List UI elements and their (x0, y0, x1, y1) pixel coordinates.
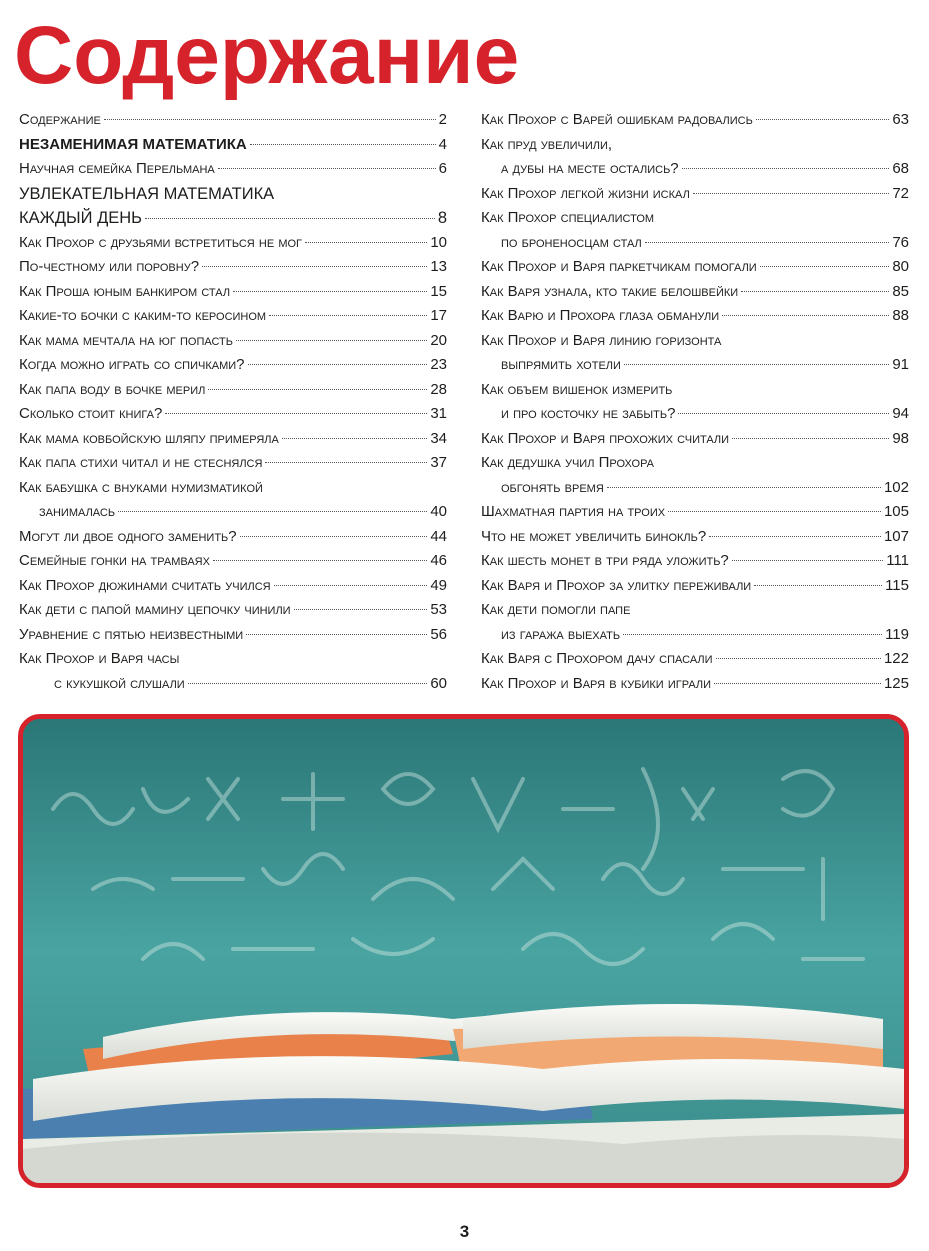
toc-dot-leader (716, 658, 881, 659)
toc-entry-page: 115 (885, 576, 909, 594)
toc-entry (19, 427, 447, 452)
toc-entry (19, 231, 447, 256)
toc-entry (19, 157, 447, 182)
toc-entry-title: Как папа воду в бочке мерил (19, 380, 206, 398)
toc-entry-page: 76 (892, 233, 909, 251)
toc-entry (481, 574, 909, 599)
toc-entry-title: Семейные гонки на трамваях (19, 552, 210, 569)
toc-entry-page: 10 (430, 233, 447, 251)
toc-entry (19, 304, 447, 329)
toc-entry-title: Когда можно играть со спичками? (19, 356, 245, 373)
toc-entry (481, 672, 909, 697)
toc-entry (481, 378, 909, 403)
toc-entry-title: Что не может увеличить бинокль? (481, 527, 707, 545)
toc-entry-page: 102 (883, 478, 909, 496)
toc-entry-page: 13 (430, 258, 447, 275)
toc-dot-leader (714, 683, 881, 684)
toc-dot-leader (732, 438, 889, 439)
toc-right-column (481, 108, 909, 696)
toc-entry-title: Как Прохор специалистом (481, 209, 655, 226)
toc-entry-page: 4 (438, 135, 447, 153)
toc-entry-page: 105 (883, 503, 909, 520)
toc-entry (19, 549, 447, 574)
toc-entry-page: 15 (430, 282, 447, 300)
toc-entry (481, 402, 909, 427)
toc-entry (19, 402, 447, 427)
toc-dot-leader (269, 315, 427, 316)
toc-entry (481, 280, 909, 305)
toc-entry-page: 44 (430, 527, 447, 545)
toc-entry-title: и про косточку не забыть? (501, 405, 676, 422)
toc-entry (481, 476, 909, 501)
toc-entry (481, 304, 909, 329)
toc-dot-leader (165, 413, 427, 414)
toc-entry (19, 574, 447, 599)
toc-entry-page: 17 (430, 307, 447, 324)
toc-entry (481, 329, 909, 354)
toc-entry-page: 40 (430, 503, 447, 520)
toc-entry-page: 8 (437, 209, 447, 227)
toc-dot-leader (240, 536, 428, 537)
toc-entry-title: Как объем вишенок измерить (481, 380, 673, 398)
toc-entry-title: Как бабушка с внуками нумизматикой (19, 478, 263, 496)
toc-dot-leader (682, 168, 890, 169)
toc-dot-leader (188, 683, 428, 684)
toc-entry-page: 56 (430, 625, 447, 643)
toc-entry (19, 500, 447, 525)
toc-dot-leader (668, 511, 881, 512)
toc-entry-page: 28 (430, 380, 447, 398)
toc-left-column (19, 108, 447, 696)
toc-entry-page: 53 (430, 601, 447, 618)
toc-entry (481, 549, 909, 574)
toc-entry-page: 98 (892, 429, 909, 447)
toc-entry-title: Как Прохор и Варя паркетчикам помогали (481, 258, 757, 275)
toc-entry-title: Как дети помогли папе (481, 601, 631, 618)
toc-entry-title: Как мама ковбойскую шляпу примеряла (19, 429, 279, 447)
toc-dot-leader (104, 119, 436, 120)
toc-entry-title: Как дедушка учил Прохора (481, 454, 655, 471)
toc-dot-leader (607, 487, 881, 488)
toc-entry-title: НЕЗАМЕНИМАЯ МАТЕМАТИКА (19, 135, 247, 153)
toc-entry (481, 231, 909, 256)
toc-entry-page: 85 (892, 282, 909, 300)
toc-dot-leader (624, 364, 889, 365)
toc-entry-title: по броненосцам стал (501, 233, 642, 251)
toc-entry (19, 329, 447, 354)
toc-entry-page: 46 (430, 552, 447, 569)
toc-entry (19, 133, 447, 158)
toc-entry (481, 182, 909, 207)
toc-entry-title: Как Варю и Прохора глаза обманули (481, 307, 720, 324)
toc-entry (481, 451, 909, 476)
toc-entry-page: 107 (883, 527, 909, 545)
toc-entry (481, 108, 909, 133)
toc-entry (481, 353, 909, 378)
toc-entry (19, 206, 447, 231)
toc-dot-leader (294, 609, 428, 610)
toc-dot-leader (754, 585, 882, 586)
toc-entry-title: Какие-то бочки с каким-то керосином (19, 307, 267, 324)
toc-entry (481, 133, 909, 158)
toc-entry (19, 525, 447, 550)
toc-entry-page: 34 (430, 429, 447, 447)
toc-entry-page: 31 (430, 405, 447, 422)
toc-entry (19, 623, 447, 648)
toc-entry-title: с кукушкой слушали (54, 674, 185, 692)
toc-dot-leader (248, 364, 428, 365)
toc-entry-title: Как папа стихи читал и не стеснялся (19, 454, 263, 471)
toc-entry-title: Как Прохор дюжинами считать учился (19, 576, 271, 594)
toc-entry (481, 500, 909, 525)
toc-entry (481, 157, 909, 182)
toc-entry (19, 182, 447, 207)
toc-entry-title: Как мама мечтала на юг попасть (19, 331, 233, 349)
toc-entry-page: 63 (892, 111, 909, 128)
toc-entry (19, 476, 447, 501)
toc-entry-title: УВЛЕКАТЕЛЬНАЯ МАТЕМАТИКА (19, 184, 275, 203)
toc-entry-title: Как Варя и Прохор за улитку переживали (481, 576, 752, 594)
toc-dot-leader (246, 634, 427, 635)
toc-entry (481, 623, 909, 648)
toc-entry-title: а дубы на месте остались? (501, 160, 679, 177)
toc-entry-title: Как пруд увеличили, (481, 135, 613, 153)
toc-entry-title: занималась (39, 503, 116, 520)
toc-entry-title: Как Прохор и Варя часы (19, 650, 180, 667)
toc-entry (481, 427, 909, 452)
toc-entry-page: 111 (886, 552, 909, 569)
toc-entry-page: 60 (430, 674, 447, 692)
toc-dot-leader (678, 413, 889, 414)
toc-entry-page: 72 (892, 184, 909, 202)
toc-dot-leader (732, 560, 883, 561)
toc-dot-leader (645, 242, 890, 243)
toc-entry-title: обгонять время (501, 478, 604, 496)
toc-entry-title: Как Прохор с друзьями встретиться не мог (19, 233, 303, 251)
toc-entry-title: КАЖДЫЙ ДЕНЬ (19, 209, 143, 227)
toc-entry-page: 68 (892, 160, 909, 177)
books-chalkboard-photo (18, 714, 909, 1188)
toc-dot-leader (202, 266, 427, 267)
toc-dot-leader (145, 218, 435, 219)
toc-dot-leader (265, 462, 427, 463)
toc-entry-title: из гаража выехать (501, 625, 621, 643)
toc-entry-title: Как Прохор и Варя прохожих считали (481, 429, 730, 447)
toc-entry-title: выпрямить хотели (501, 356, 621, 373)
toc-entry-title: Могут ли двое одного заменить? (19, 527, 237, 545)
toc-entry-title: Как Прохор и Варя линию горизонта (481, 331, 722, 349)
toc-entry (481, 598, 909, 623)
toc-entry (19, 672, 447, 697)
toc-dot-leader (305, 242, 427, 243)
toc-entry-page: 94 (892, 405, 909, 422)
toc-entry-page: 2 (438, 111, 447, 128)
toc-entry-title: Как Прохор и Варя в кубики играли (481, 674, 712, 692)
toc-entry-title: Сколько стоит книга? (19, 405, 163, 422)
toc-dot-leader (709, 536, 881, 537)
toc-entry-page: 80 (892, 258, 909, 275)
toc-dot-leader (233, 291, 427, 292)
toc-entry (19, 255, 447, 280)
toc-dot-leader (623, 634, 882, 635)
toc-entry-title: Шахматная партия на троих (481, 503, 666, 520)
page-number: 3 (459, 1222, 470, 1241)
toc-entry-page: 20 (430, 331, 447, 349)
toc-entry (481, 525, 909, 550)
toc-entry (19, 378, 447, 403)
toc-entry (19, 353, 447, 378)
toc-dot-leader (250, 144, 436, 145)
toc-entry-page: 88 (892, 307, 909, 324)
toc-entry (19, 280, 447, 305)
toc-dot-leader (236, 340, 427, 341)
toc-dot-leader (218, 168, 436, 169)
toc-entry (19, 451, 447, 476)
toc-dot-leader (741, 291, 889, 292)
toc-entry (19, 647, 447, 672)
toc-entry (19, 598, 447, 623)
toc-entry-page: 23 (430, 356, 447, 373)
toc-dot-leader (756, 119, 890, 120)
toc-dot-leader (282, 438, 427, 439)
toc-entry-page: 6 (438, 160, 447, 177)
toc-dot-leader (274, 585, 428, 586)
toc-entry-title: Как Проша юным банкиром стал (19, 282, 231, 300)
toc-entry-page: 91 (892, 356, 909, 373)
toc-dot-leader (118, 511, 427, 512)
toc-entry-title: Как Прохор легкой жизни искал (481, 184, 690, 202)
toc-entry-page: 122 (883, 650, 909, 667)
toc-entry-page: 49 (430, 576, 447, 594)
toc-entry (481, 206, 909, 231)
toc-entry-title: Уравнение с пятью неизвестными (19, 625, 244, 643)
toc-entry-title: По-честному или поровну? (19, 258, 200, 275)
toc-dot-leader (693, 193, 889, 194)
toc-entry-title: Содержание (19, 111, 101, 128)
toc-entry-title: Как Прохор с Варей ошибкам радовались (481, 111, 753, 128)
toc-entry-title: Как дети с папой мамину цепочку чинили (19, 601, 291, 618)
toc-dot-leader (213, 560, 427, 561)
toc-entry-title: Научная семейка Перельмана (19, 160, 215, 177)
toc-entry-title: Как Варя узнала, кто такие белошвейки (481, 282, 739, 300)
page-title: Содержание (14, 10, 520, 101)
toc-dot-leader (208, 389, 427, 390)
toc-entry (481, 647, 909, 672)
toc-entry-page: 37 (430, 454, 447, 471)
toc-entry-page: 125 (883, 674, 909, 692)
toc-entry (481, 255, 909, 280)
toc-entry-page: 119 (885, 625, 909, 643)
toc-dot-leader (760, 266, 890, 267)
toc-entry-title: Как Варя с Прохором дачу спасали (481, 650, 713, 667)
toc-entry (19, 108, 447, 133)
toc-dot-leader (722, 315, 889, 316)
toc-entry-title: Как шесть монет в три ряда уложить? (481, 552, 729, 569)
